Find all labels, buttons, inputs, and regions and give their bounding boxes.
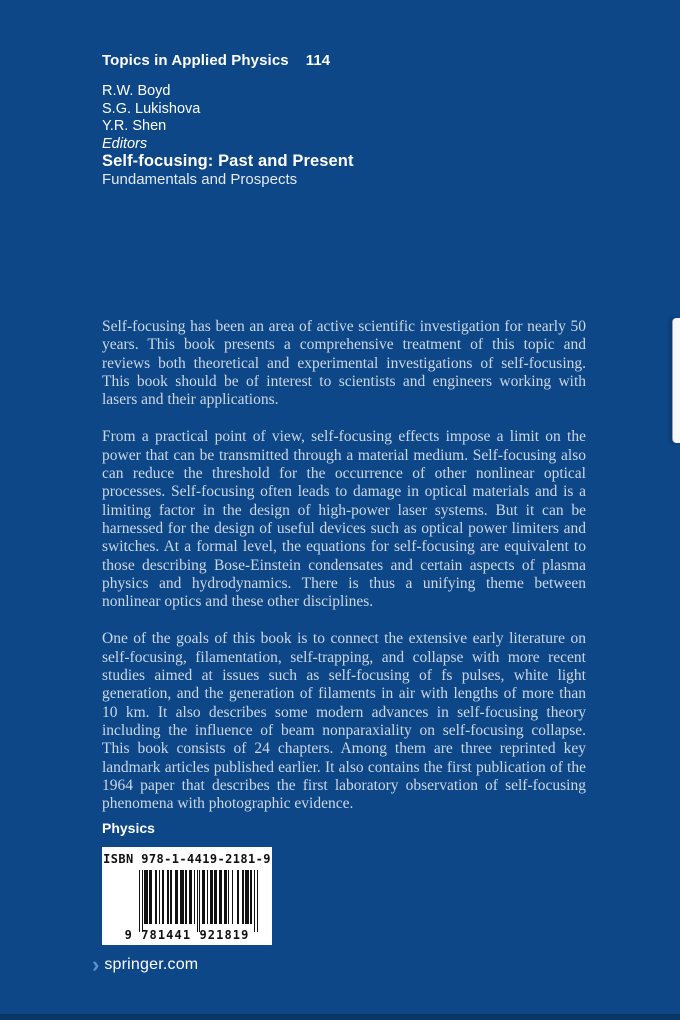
synopsis [102, 318, 586, 832]
category-label: Physics [102, 820, 155, 836]
isbn-label: ISBN 978-1-4419-2181-9 [103, 852, 271, 866]
publisher-footer [92, 952, 199, 977]
synopsis-paragraph-1: Self-focusing has been an area of active scientific investigation for nearly 50 years. This book presents a comprehensive treatment of this topic and reviews both theoretical and experimental investigations of self-focusing. This book should be of interest to scientists and engineers working with lasers and their applications. [102, 318, 586, 409]
barcode-bars-icon [139, 870, 258, 932]
editors-role-label: Editors [102, 135, 148, 152]
book-title: Self-focusing: Past and Present [102, 152, 354, 170]
page-edge-artifact [673, 318, 680, 443]
springer-site-label: springer.com [104, 956, 199, 973]
isbn-barcode [102, 847, 272, 945]
editors-block [102, 83, 354, 153]
chevron-right-icon: › [92, 952, 100, 977]
synopsis-paragraph-3: One of the goals of this book is to connect the extensive early literature on self-focusing, filamentation, self-trapping, and collapse with more recent studies aimed at issues such as self-focusing of fs pulses, white light generation, and the generation of filaments in air with lengths of more than 10 km. It also describes some modern advances in self-focusing theory including the influence of beam nonparaxiality on self-focusing collapse. This book consists of 24 chapters. Among them are three reprinted key landmark articles published earlier. It also contains the first publication of the 1964 paper that describes the first laboratory observation of self-focusing phenomena with photographic evidence. [102, 630, 586, 813]
series-line [102, 53, 354, 68]
series-number: 114 [305, 52, 331, 69]
series-name: Topics in Applied Physics [102, 52, 289, 69]
book-subtitle: Fundamentals and Prospects [102, 170, 298, 188]
masthead [102, 53, 354, 188]
synopsis-paragraph-2: From a practical point of view, self-focusing effects impose a limit on the power that can be transmitted through a material medium. Self-focusing also can reduce the threshold for the occurrence of other nonlinear optical processes. Self-focusing often leads to damage in optical materials and is a limiting factor in the design of high-power laser systems. But it can be harnessed for the design of useful devices such as optical power limiters and switches. At a formal level, the equations for self-focusing are equivalent to those describing Bose-Einstein condensates and certain aspects of plasma physics and hydrodynamics. There is thus a unifying theme between nonlinear optics and these other disciplines. [102, 428, 586, 611]
editor-name: R.W. Boyd [102, 83, 171, 99]
barcode-digits: 9 781441 921819 [124, 928, 250, 942]
editor-name: Y.R. Shen [102, 118, 167, 134]
editor-name: S.G. Lukishova [102, 100, 201, 117]
